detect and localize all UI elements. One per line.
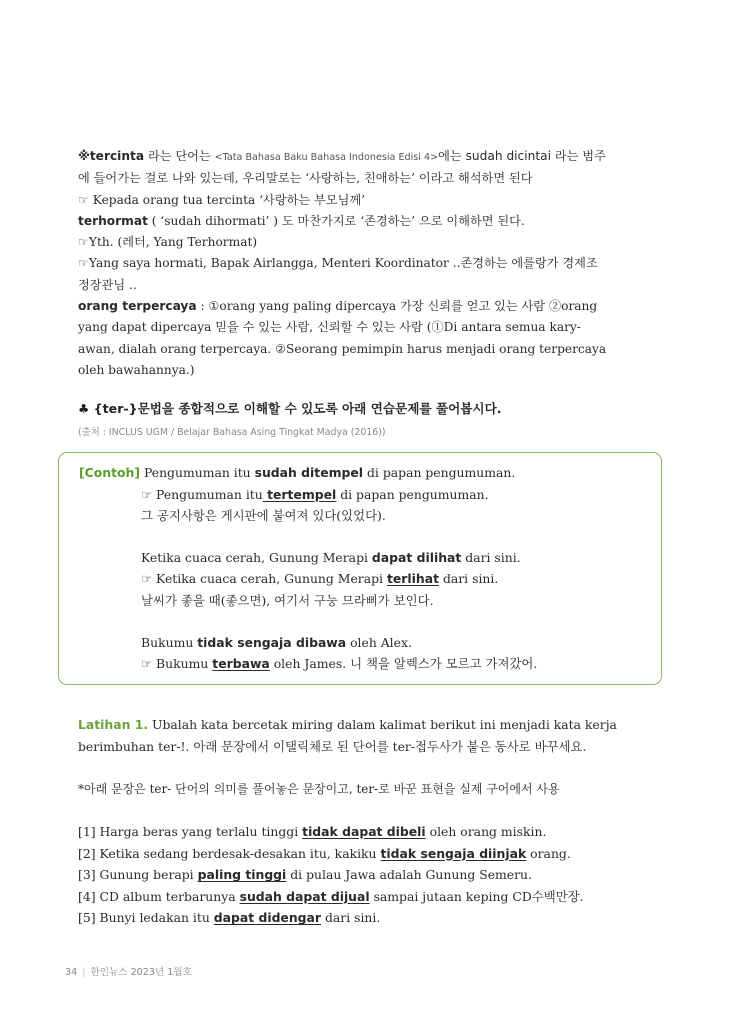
example-line: 날씨가 좋을 때(좋으면), 여기서 구눙 므라삐가 보인다. xyxy=(141,592,434,608)
example-line xyxy=(79,462,537,484)
exercise-item xyxy=(78,907,584,929)
spacer xyxy=(79,527,537,547)
term-orang-terpercaya: orang terpercaya xyxy=(78,299,197,314)
text: 에는 xyxy=(438,149,466,163)
text: ☞ Ketika cuaca cerah, Gunung Merapi xyxy=(141,571,387,587)
exercise-item xyxy=(78,821,584,843)
intro-line: awan, dialah orang terpercaya. ②Seorang pemimpin harus menjadi orang terpercaya xyxy=(78,341,607,356)
text: di papan pengumuman. xyxy=(363,465,516,480)
intro-line xyxy=(78,146,678,168)
text: sampai jutaan keping CD수백만장. xyxy=(369,888,584,904)
text: ☞ Bukumu xyxy=(141,656,213,672)
highlight-underlined: tertempel xyxy=(262,486,337,502)
page-number: 34 xyxy=(65,967,78,978)
text: Ubalah kata bercetak miring dalam kalimat berikut ini menjadi kata kerja xyxy=(148,717,617,732)
text: orang. xyxy=(526,845,571,861)
section-heading: ♣ {ter-}문법을 종합적으로 이해할 수 있도록 아래 연습문제를 풀어봅시다. xyxy=(78,401,502,416)
text: ☞ Pengumuman itu xyxy=(141,486,263,502)
text: Pengumuman itu xyxy=(140,465,255,480)
term-sudah-dicintai: sudah dicintai xyxy=(465,149,552,163)
text: [2] Ketika sedang berdesak-desakan itu, kakiku xyxy=(78,845,381,861)
target-phrase: tidak dapat dibeli xyxy=(302,824,426,839)
book-title: <Tata Bahasa Baku Bahasa Indonesia Edisi 4> xyxy=(214,152,439,163)
text: dari sini. xyxy=(461,549,521,565)
intro-line: ☞Yth. (레터, Yang Terhormat) xyxy=(78,235,258,250)
target-phrase: tidak sengaja diinjak xyxy=(380,845,527,861)
text: 라는 범주 xyxy=(551,149,606,163)
highlight: tidak sengaja dibawa xyxy=(197,634,347,650)
source-citation: (출처 : INCLUS UGM / Belajar Bahasa Asing Tingkat Madya (2016)) xyxy=(78,427,386,438)
exercise-list xyxy=(78,821,584,929)
exercise-item xyxy=(78,843,584,865)
latihan-label: Latihan 1. xyxy=(78,717,149,732)
highlight: sudah ditempel xyxy=(254,465,364,480)
page-footer xyxy=(65,964,192,978)
intro-line: 에 들어가는 걸로 나와 있는데, 우리말로는 ‘사랑하는, 친애하는’ 이라고 해석하면 된다 xyxy=(78,171,533,186)
text: 라는 단어는 xyxy=(144,149,215,163)
publication: 한인뉴스 2023년 1월호 xyxy=(90,967,192,978)
example-line: 그 공지사항은 게시판에 붙여져 있다(있었다). xyxy=(141,508,386,524)
exercise-item xyxy=(78,864,584,886)
text: di papan pengumuman. xyxy=(336,486,489,502)
intro-line xyxy=(78,211,678,232)
contoh-label: [Contoh] xyxy=(79,465,141,480)
highlight-underlined: terbawa xyxy=(212,656,270,672)
text: [3] Gunung berapi xyxy=(78,867,198,883)
latihan-line xyxy=(78,714,617,736)
text: oleh James. 니 책을 알렉스가 모르고 가져갔어. xyxy=(269,656,538,672)
text: ( ‘sudah dihormati’ ) 도 마찬가지로 ‘존경하는’ 으로 이해하면 된다. xyxy=(147,213,525,228)
text: dari sini. xyxy=(439,571,499,587)
intro-section xyxy=(78,146,678,381)
example-box xyxy=(58,452,662,685)
example-line xyxy=(79,547,537,569)
example-line xyxy=(79,568,537,590)
spacer xyxy=(79,612,537,632)
text: Ketika cuaca cerah, Gunung Merapi xyxy=(141,549,372,565)
example-line xyxy=(79,484,537,506)
separator: | xyxy=(82,967,86,978)
text: oleh Alex. xyxy=(346,634,412,650)
example-line xyxy=(79,632,537,654)
intro-line: yang dapat dipercaya 믿을 수 있는 사람, 신뢰할 수 있는 사람 (①Di antara semua kary- xyxy=(78,320,581,335)
example-line xyxy=(79,653,537,675)
target-phrase: dapat didengar xyxy=(213,910,322,926)
intro-line: oleh bawahannya.) xyxy=(78,362,195,377)
intro-line xyxy=(78,296,678,317)
text: [4] CD album terbarunya xyxy=(78,888,240,904)
text: [1] Harga beras yang terlalu tinggi xyxy=(78,824,303,839)
intro-line: 정장관님 .. xyxy=(78,277,137,292)
text: : ①orang yang paling dipercaya 가장 신뢰를 얻고 있는 사람 ②orang xyxy=(196,299,598,314)
example-content xyxy=(79,462,537,675)
highlight: dapat dilihat xyxy=(371,549,462,565)
term-terhormat: terhormat xyxy=(78,213,148,228)
latihan-instructions xyxy=(78,714,617,758)
text: Bukumu xyxy=(141,634,198,650)
target-phrase: paling tinggi xyxy=(197,867,287,883)
latihan-line: berimbuhan ter-!. 아래 문장에서 이탤릭체로 된 단어를 ter-접두사가 붙은 동사로 바꾸세요. xyxy=(78,739,587,754)
intro-line: ☞Yang saya hormati, Bapak Airlangga, Menteri Koordinator ..존경하는 에를랑가 경제조 xyxy=(78,256,598,271)
text: di pulau Jawa adalah Gunung Semeru. xyxy=(286,867,532,883)
text: [5] Bunyi ledakan itu xyxy=(78,910,214,926)
text: dari sini. xyxy=(321,910,381,926)
text: oleh orang miskin. xyxy=(425,824,547,839)
highlight-underlined: terlihat xyxy=(386,571,439,587)
usage-note: *아래 문장은 ter- 단어의 의미를 풀어놓은 문장이고, ter-로 바꾼 표현을 실제 구어에서 사용 xyxy=(78,782,560,796)
term-tercinta: ※tercinta xyxy=(78,149,145,163)
intro-line: ☞ Kepada orang tua tercinta ‘사랑하는 부모님께’ xyxy=(78,192,365,207)
exercise-item xyxy=(78,886,584,908)
target-phrase: sudah dapat dijual xyxy=(239,888,370,904)
